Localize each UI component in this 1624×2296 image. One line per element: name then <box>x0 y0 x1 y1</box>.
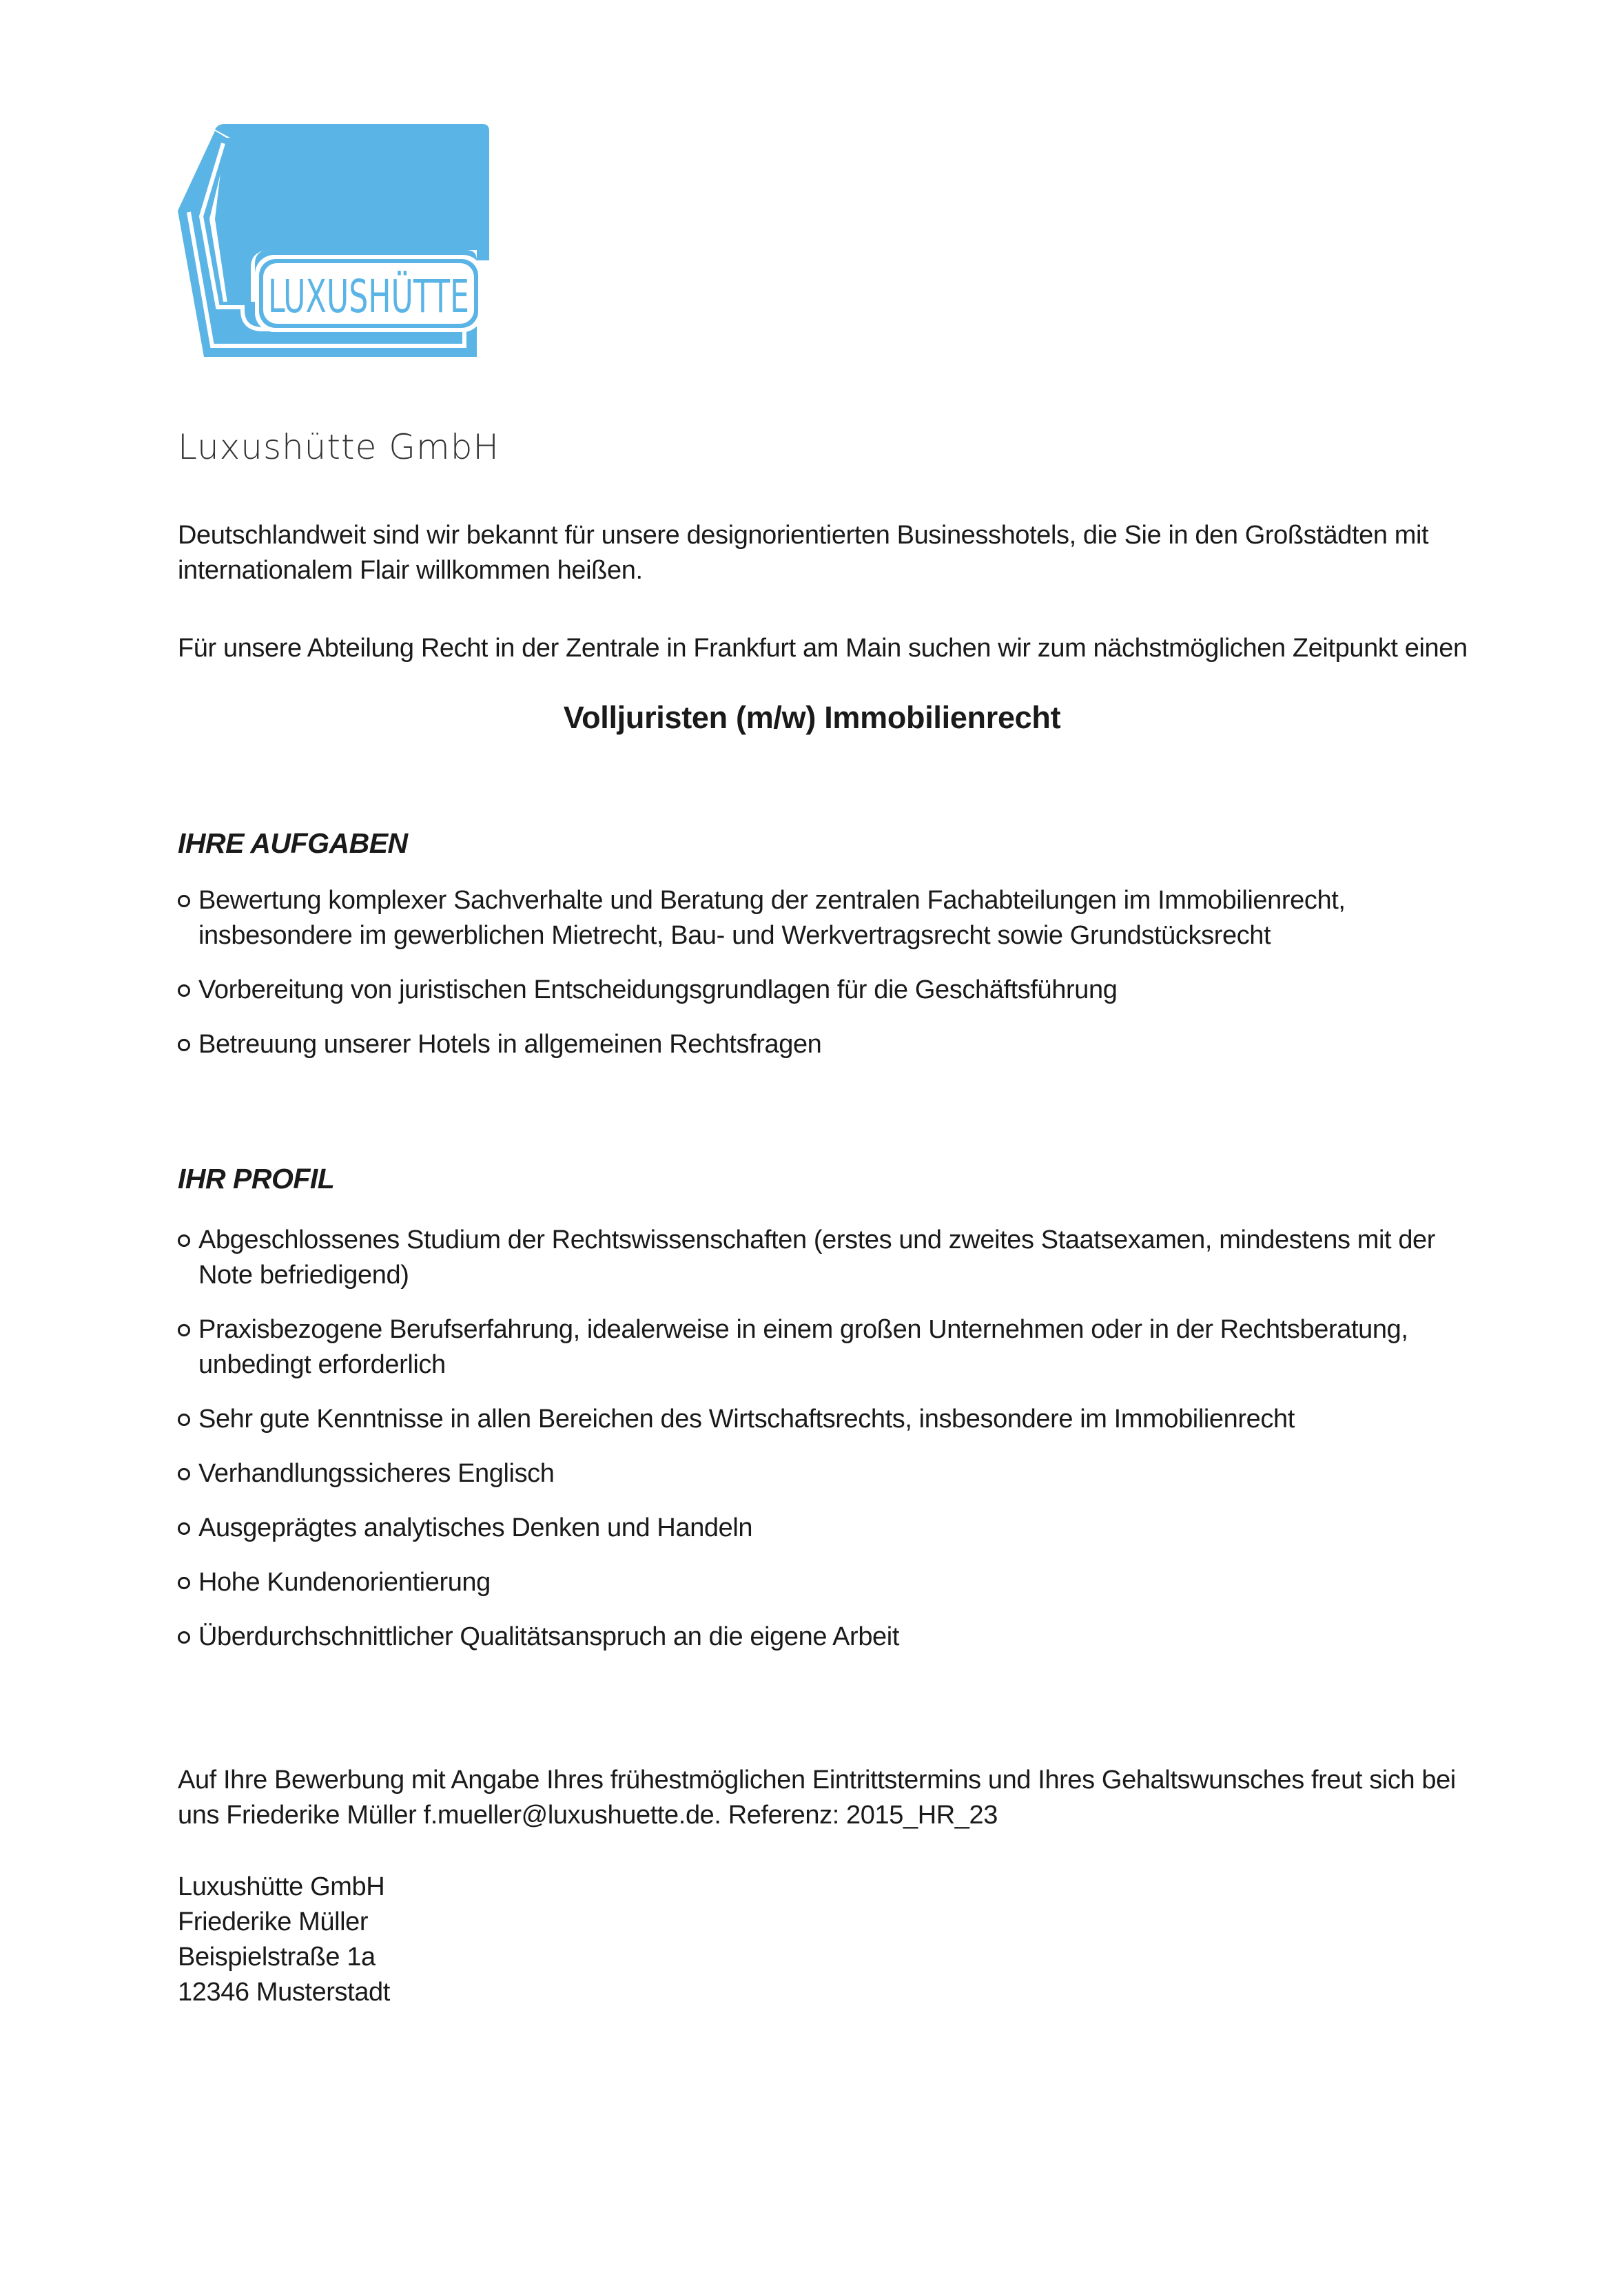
position-intro-paragraph: Für unsere Abteilung Recht in der Zentrale in Frankfurt am Main suchen wir zum nächstmöglichen Zeitpunkt einen <box>178 634 1468 663</box>
profile-list <box>178 1223 1473 1674</box>
company-logo <box>174 123 504 364</box>
tasks-list <box>178 883 1473 1082</box>
address-street: Beispielstraße 1a <box>178 1943 376 1972</box>
bullet-icon <box>178 1234 190 1247</box>
list-item: Vorbereitung von juristischen Entscheidungsgrundlagen für die Geschäftsführung <box>178 973 1473 1008</box>
profile-heading: IHR PROFIL <box>178 1163 335 1194</box>
tasks-heading: IHRE AUFGABEN <box>178 827 408 859</box>
list-item: Ausgeprägtes analytisches Denken und Handeln <box>178 1511 1473 1546</box>
bullet-icon <box>178 1324 190 1336</box>
bullet-icon <box>178 1631 190 1644</box>
company-heading: Luxushütte GmbH <box>178 427 500 467</box>
bullet-icon <box>178 1468 190 1480</box>
bullet-icon <box>178 1414 190 1426</box>
list-item: Sehr gute Kenntnisse in allen Bereichen des Wirtschaftsrechts, insbesondere im Immobilienrecht <box>178 1402 1473 1437</box>
list-item: Praxisbezogene Berufserfahrung, idealerweise in einem großen Unternehmen oder in der Rechtsberatung, unbedingt erforderlich <box>178 1312 1473 1383</box>
bullet-icon <box>178 984 190 997</box>
list-item: Überdurchschnittlicher Qualitätsanspruch an die eigene Arbeit <box>178 1620 1473 1655</box>
bullet-icon <box>178 1039 190 1051</box>
contact-address <box>178 1870 390 2010</box>
bullet-icon <box>178 1577 190 1589</box>
address-city: 12346 Musterstadt <box>178 1978 390 2007</box>
list-item: Hohe Kundenorientierung <box>178 1565 1473 1600</box>
list-item: Verhandlungssicheres Englisch <box>178 1456 1473 1491</box>
list-item: Abgeschlossenes Studium der Rechtswissenschaften (erstes und zweites Staatsexamen, mindestens mit der Note befriedigend) <box>178 1223 1473 1293</box>
intro-paragraph: Deutschlandweit sind wir bekannt für unsere designorientierten Businesshotels, die Sie in den Großstädten mit internationalem Flair willkommen heißen. <box>178 521 1429 585</box>
job-title: Volljuristen (m/w) Immobilienrecht <box>563 700 1061 735</box>
bullet-icon <box>178 1522 190 1535</box>
address-contact: Friederike Müller <box>178 1907 369 1936</box>
closing-paragraph: Auf Ihre Bewerbung mit Angabe Ihres frühestmöglichen Eintrittstermins und Ihres Gehaltswunsches freut sich bei uns Friederike Müller f.mueller@luxushuette.de. Referenz: 2015_HR_23 <box>178 1766 1456 1830</box>
list-item: Betreuung unserer Hotels in allgemeinen Rechtsfragen <box>178 1027 1473 1062</box>
bullet-icon <box>178 895 190 907</box>
list-item: Bewertung komplexer Sachverhalte und Beratung der zentralen Fachabteilungen im Immobilienrecht, insbesondere im gewerblichen Mietrecht, Bau- und Werkvertragsrecht sowie Grundstücksrecht <box>178 883 1473 953</box>
logo-text: LUXUSHÜTTE <box>268 270 469 323</box>
address-company: Luxushütte GmbH <box>178 1872 385 1901</box>
